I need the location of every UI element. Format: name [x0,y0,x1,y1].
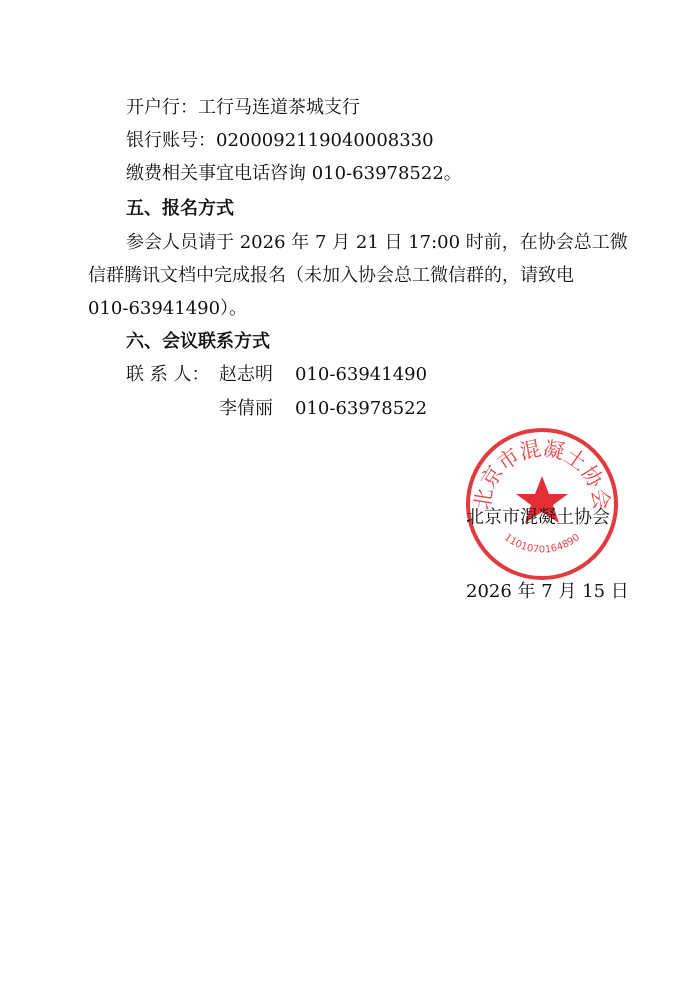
account-line: 银行账号：0200092119040008330 [126,130,434,151]
seal-top-text: 北京市混凝土协会 [470,436,614,512]
section5-para-line3: 010-63941490）。 [88,298,248,319]
contact1-phone: 010-63941490 [295,364,428,385]
document-date: 2026 年 7 月 15 日 [466,581,629,602]
section5-title: 五、报名方式 [126,198,234,219]
official-seal [462,424,622,584]
signature-org: 北京市混凝土协会 [466,507,610,528]
contact2-phone: 010-63978522 [295,398,428,419]
contact2-name: 李倩丽 [219,398,273,419]
contact1-name: 赵志明 [219,364,273,385]
fee-phone-line: 缴费相关事宜电话咨询 010-63978522。 [126,163,462,184]
seal-graphic [462,424,622,584]
seal-code: 1101070164890 [501,532,583,556]
contacts-label: 联 系 人： [126,364,210,385]
section5-para-line1: 参会人员请于 2026 年 7 月 21 日 17:00 时前，在协会总工微 [126,232,628,253]
bank-line: 开户行：工行马连道茶城支行 [126,97,360,118]
section6-title: 六、会议联系方式 [126,331,270,352]
section5-para-line2: 信群腾讯文档中完成报名（未加入协会总工微信群的，请致电 [88,265,574,286]
